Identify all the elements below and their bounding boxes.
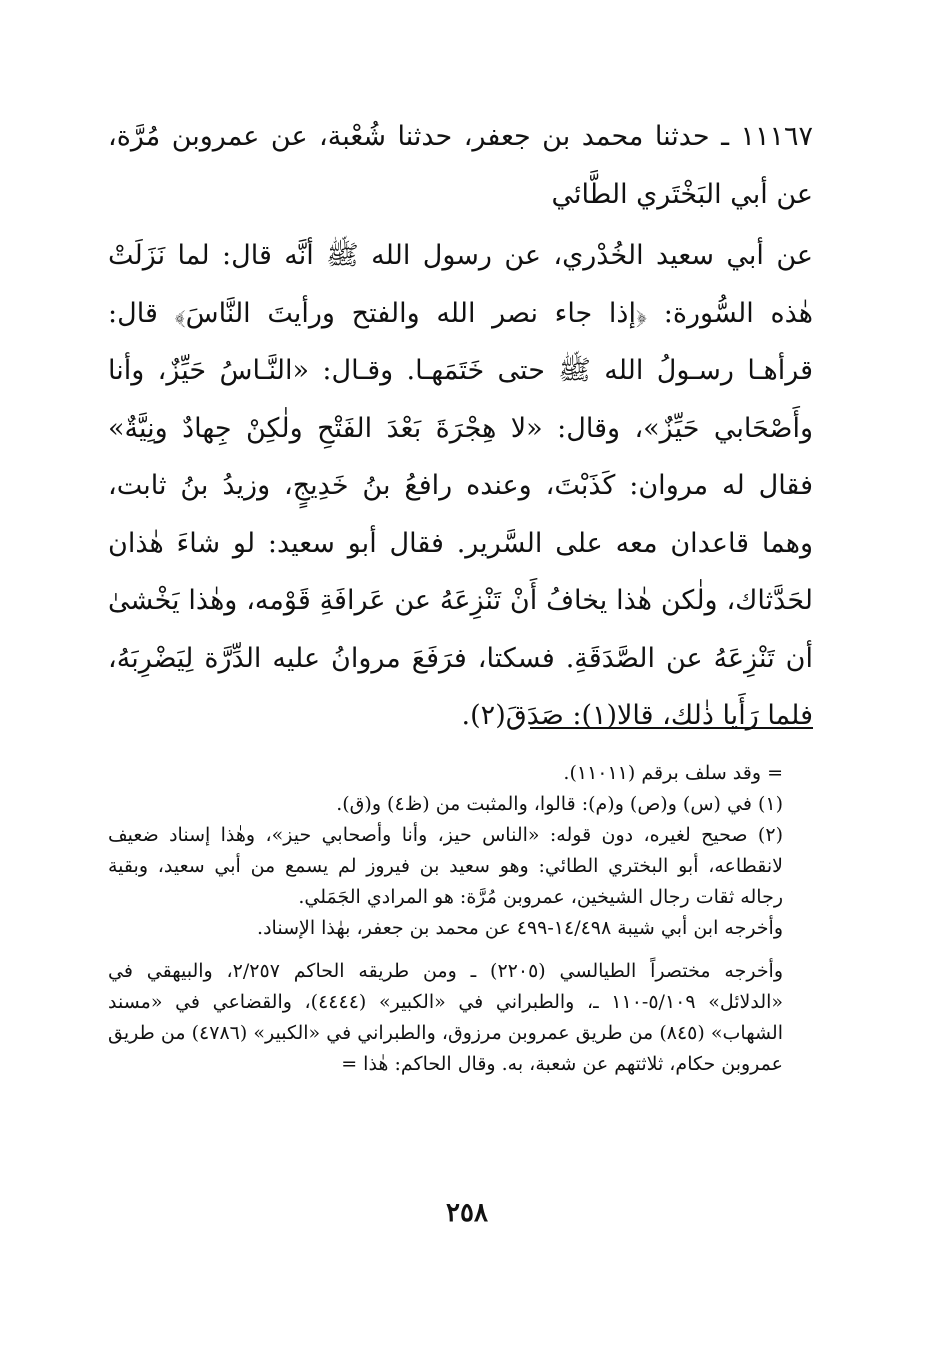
- footnote-2-sources-more: وأخرجه مختصراً الطيالسي (٢٢٠٥) ـ ومن طريقه الحاكم ٢/٢٥٧، والبيهقي في «الدلائل» ٥/١٠٩-١١٠ ـ، والطبراني في «الكبير» (٤٤٤٤)، والقضاعي في «مسند الشهاب» (٨٤٥) من طريق عمروبن مرزوق، والطبراني في «الكبير» (٤٧٨٦) من طريق عمروبن حكام، ثلاثتهم عن شعبة، به. وقال الحاكم: هٰذا =: [108, 960, 784, 1075]
- footnote-2: (٢) صحيح لغيره، دون قوله: «الناس حيز، وأنا وأصحابي حيز»، وهٰذا إسناد ضعيف لانقطاعه، أبو البختري الطائي: وهو سعيد بن فيروز لم يسمع من أبي سعيد، وبقية رجاله ثقات رجال الشيخين، عمروبن مُرَّة: هو المرادي الجَمَلي.: [108, 824, 783, 908]
- footnotes: [108, 758, 813, 1080]
- hadith-chain: ١١١٦٧ ـ حدثنا محمد بن جعفر، حدثنا شُعْبة، عن عمروبن مُرَّة، عن أبي البَخْتَري الطَّائي: [108, 121, 813, 210]
- footnote-separator: [530, 727, 813, 729]
- hadith-text: عن أبي سعيد الخُدْري، عن رسول الله ﷺ أنَّه قال: لما نَزَلَتْ هٰذه السُّورة: ﴿إذا جاء نصر الله والفتح ورأيتَ النَّاسَ﴾ قال: قرأهـا رسـولُ الله ﷺ حتى خَتَمَهـا. وقـال: «النَّـاسُ حَيِّزٌ، وأنا وأَصْحَابي حَيِّزٌ»، وقال: «لا هِجْرَةَ بَعْدَ الفَتْحِ ولٰكِنْ جِهادٌ ونِيَّةٌ» فقال له مروان: كَذَبْتَ، وعنده رافعُ بنُ خَدِيجٍ، وزيدُ بنُ ثابت، وهما قاعدان معه على السَّرير. فقال أبو سعيد: لو شاءَ هٰذان لحَدَّثاك، ولٰكن هٰذا يخافُ أَنْ تَنْزِعَهُ عن عَرافَةِ قَوْمه، وهٰذا يَخْشىٰ أن تَنْزِعَهُ عن الصَّدَقَةِ. فسكتا، فرَفَعَ مروانُ عليه الدِّرَّة لِيَضْرِبَهُ، فلما رَأَيا ذٰلك، قالا(١): صَدَقَ(٢).: [108, 240, 813, 731]
- page-number: ٢٥٨: [446, 1198, 488, 1228]
- footnote-2-source: وأخرجه ابن أبي شيبة ١٤/٤٩٨-٤٩٩ عن محمد بن جعفر، بهٰذا الإسناد.: [257, 917, 783, 939]
- footnote-1: (١) في (س) و(ص) و(م): قالوا، والمثبت من (ظ٤) و(ق).: [336, 793, 783, 815]
- hadith-block: [108, 108, 813, 745]
- footnote-continuation: = وقد سلف برقم (١١٠١١).: [563, 762, 783, 784]
